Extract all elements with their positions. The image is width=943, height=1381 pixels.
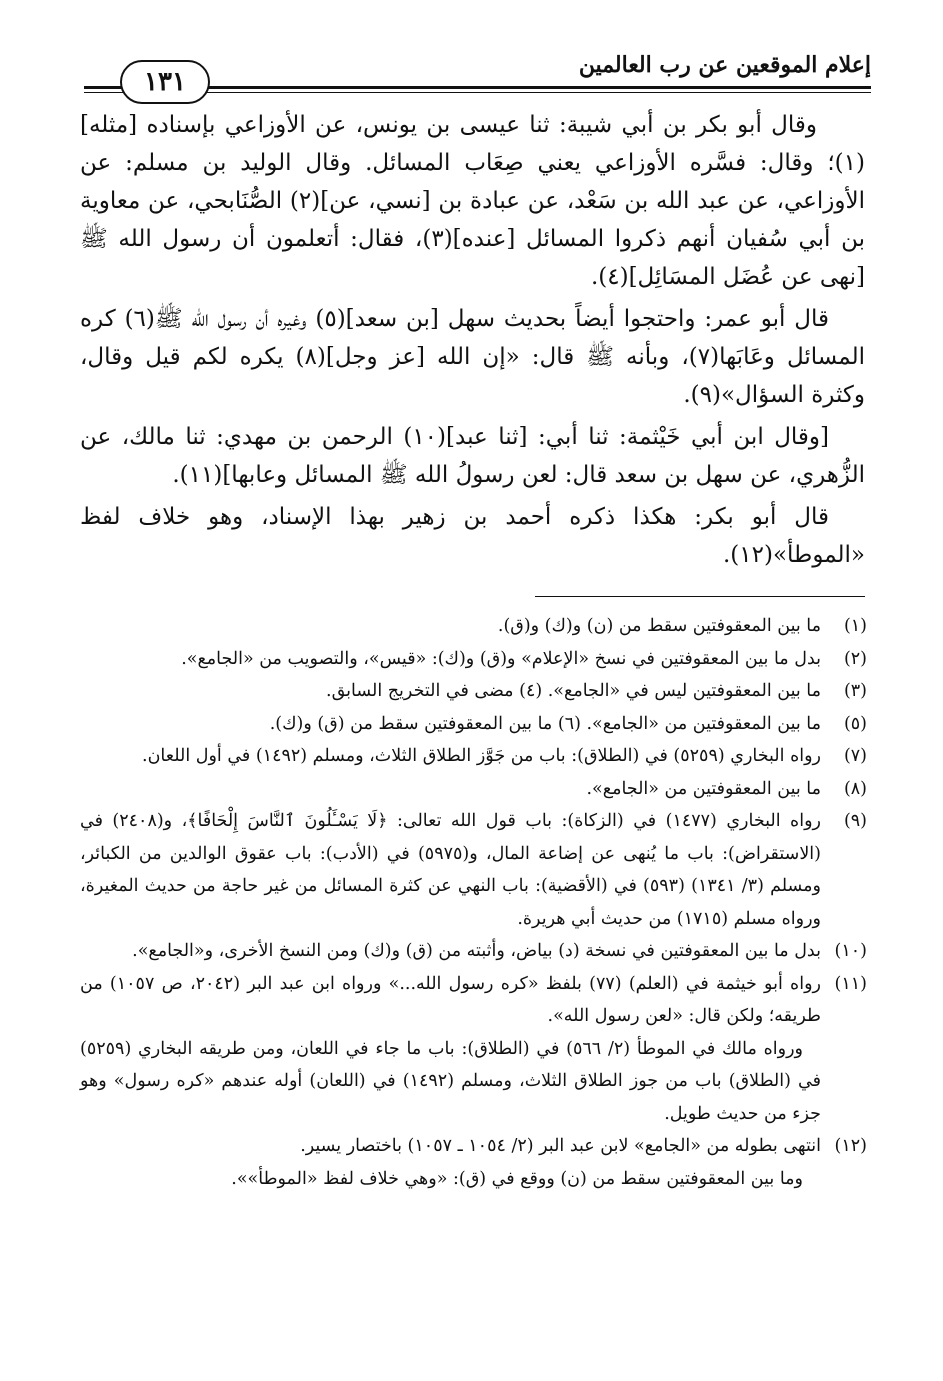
footnote-text: انتهى بطوله من «الجامع» لابن عبد البر (٢/ ١٠٥٤ ـ ١٠٥٧) باختصار يسير.	[300, 1136, 821, 1156]
footnote-number: (١)	[843, 616, 867, 636]
footnote-number: (١٠)	[834, 941, 867, 961]
footnote-number: (٢)	[843, 648, 867, 669]
footnote-number: (١٢)	[834, 1136, 867, 1156]
footnote	[80, 740, 867, 773]
footnote-continuation: وما بين المعقوفتين سقط من (ن) ووقع في (ق): «وهي خلاف لفظ «الموطأ»».	[231, 1168, 803, 1189]
footnote-text: رواه البخاري (٥٢٥٩) في (الطلاق): باب من جَوَّز الطلاق الثلاث، ومسلم (١٤٩٢) في أول اللعان.	[142, 746, 821, 766]
footnote-number: (٥)	[843, 713, 867, 734]
footnote-text: رواه البخاري (١٤٧٧) في (الزكاة): باب قول الله تعالى: ﴿لَا يَسْـَٔلُونَ ٱلنَّاسَ إِلْحَافًا﴾، و(٢٤٠٨) في (الاستقراض): باب ما يُنهى عن إضاعة المال، و(٥٩٧٥) في (الأدب): باب عقوق الوالدين من الكبائر، ومسلم (٣/ ١٣٤١) (٥٩٣) في (الأقضية): باب النهي عن كثرة المسائل من غير حاجة من حديث المغيرة، ورواه مسلم (١٧١٥) من حديث أبي هريرة.	[80, 811, 821, 929]
running-title: إعلام الموقعين عن رب العالمين	[578, 52, 871, 78]
page-header	[84, 44, 871, 96]
paragraph: قال أبو بكر: هكذا ذكره أحمد بن زهير بهذا الإسناد، وهو خلاف لفظ «الموطأ»(١٢).	[80, 504, 865, 568]
footnote-number: (٧)	[843, 746, 867, 766]
footnote	[80, 610, 867, 643]
footnote-text: بدل ما بين المعقوفتين في نسخ «الإعلام» و(ق) و(ك): «قيس»، والتصويب من «الجامع».	[181, 648, 821, 669]
footnote	[80, 1130, 867, 1163]
main-text	[80, 106, 865, 578]
footnote-text: ما بين المعقوفتين ليس في «الجامع». (٤) مضى في التخريج السابق.	[326, 681, 821, 701]
footnote-text: ما بين المعقوفتين من «الجامع». (٦) ما بين المعقوفتين سقط من (ق) و(ك).	[269, 713, 821, 734]
footnote-number: (٨)	[843, 778, 867, 799]
footnote-number: (١١)	[834, 973, 867, 994]
footnote	[80, 935, 867, 968]
page-number: ١٣١	[120, 60, 210, 104]
footnote	[80, 708, 867, 741]
footnotes	[80, 610, 867, 1195]
paragraph: قال أبو عمر: واحتجوا أيضاً بحديث سهل [بن سعد](٥) وغيره أن رسول الله ﷺ(٦) كره المسائل وعَابَها(٧)، وبأنه ﷺ قال: «إن الله [عز وجل](٨) يكره لكم قيل وقال، وكثرة السؤال»(٩).	[80, 306, 865, 408]
footnote	[80, 643, 867, 676]
footnote-divider	[535, 596, 865, 597]
footnote-text: ما بين المعقوفتين سقط من (ن) و(ك) و(ق).	[497, 616, 821, 636]
footnote-text: ما بين المعقوفتين من «الجامع».	[586, 778, 821, 799]
footnote-text: بدل ما بين المعقوفتين في نسخة (د) بياض، وأثبته من (ق) و(ك) ومن النسخ الأخرى، و«الجامع».	[132, 941, 821, 961]
footnote	[80, 968, 867, 1033]
footnote-continuation: ورواه مالك في الموطأ (٢/ ٥٦٦) في (الطلاق): باب ما جاء في اللعان، ومن طريقه البخاري (٥٢٥٩) في (الطلاق) باب من جوز الطلاق الثلاث، ومسلم (١٤٩٢) في (اللعان) أوله عندهم «كره رسول» وهو جزء من حديث طويل.	[80, 1038, 821, 1124]
footnote-number: (٣)	[843, 681, 867, 701]
footnote	[80, 675, 867, 708]
paragraph: [وقال ابن أبي خَيْثمة: ثنا أبي: [ثنا عبد](١٠) الرحمن بن مهدي: ثنا مالك، عن الزُّهري، عن سهل بن سعد قال: لعن رسولُ الله ﷺ المسائل وعابها](١١).	[80, 424, 865, 488]
footnote-text: رواه أبو خيثمة في (العلم) (٧٧) بلفظ «كره رسول الله...» ورواه ابن عبد البر (٢٠٤٢، ص ١٠٥٧) من طريقه؛ ولكن قال: «لعن رسول الله».	[80, 973, 821, 1026]
paragraph: وقال أبو بكر بن أبي شيبة: ثنا عيسى بن يونس، عن الأوزاعي بإسناده [مثله](١)؛ وقال: فسَّره الأوزاعي يعني صِعَاب المسائل. وقال الوليد بن مسلم: عن الأوزاعي، عن عبد الله بن سَعْد، عن عبادة بن [نسي، عن](٢) الصُّنَابحي، عن معاوية بن أبي سُفيان أنهم ذكروا المسائل [عنده](٣)، فقال: أتعلمون أن رسول الله ﷺ [نهى عن عُضَل المسَائِل](٤).	[80, 112, 866, 290]
footnote	[80, 773, 867, 806]
footnote-number: (٩)	[843, 811, 867, 831]
footnote	[80, 805, 867, 935]
